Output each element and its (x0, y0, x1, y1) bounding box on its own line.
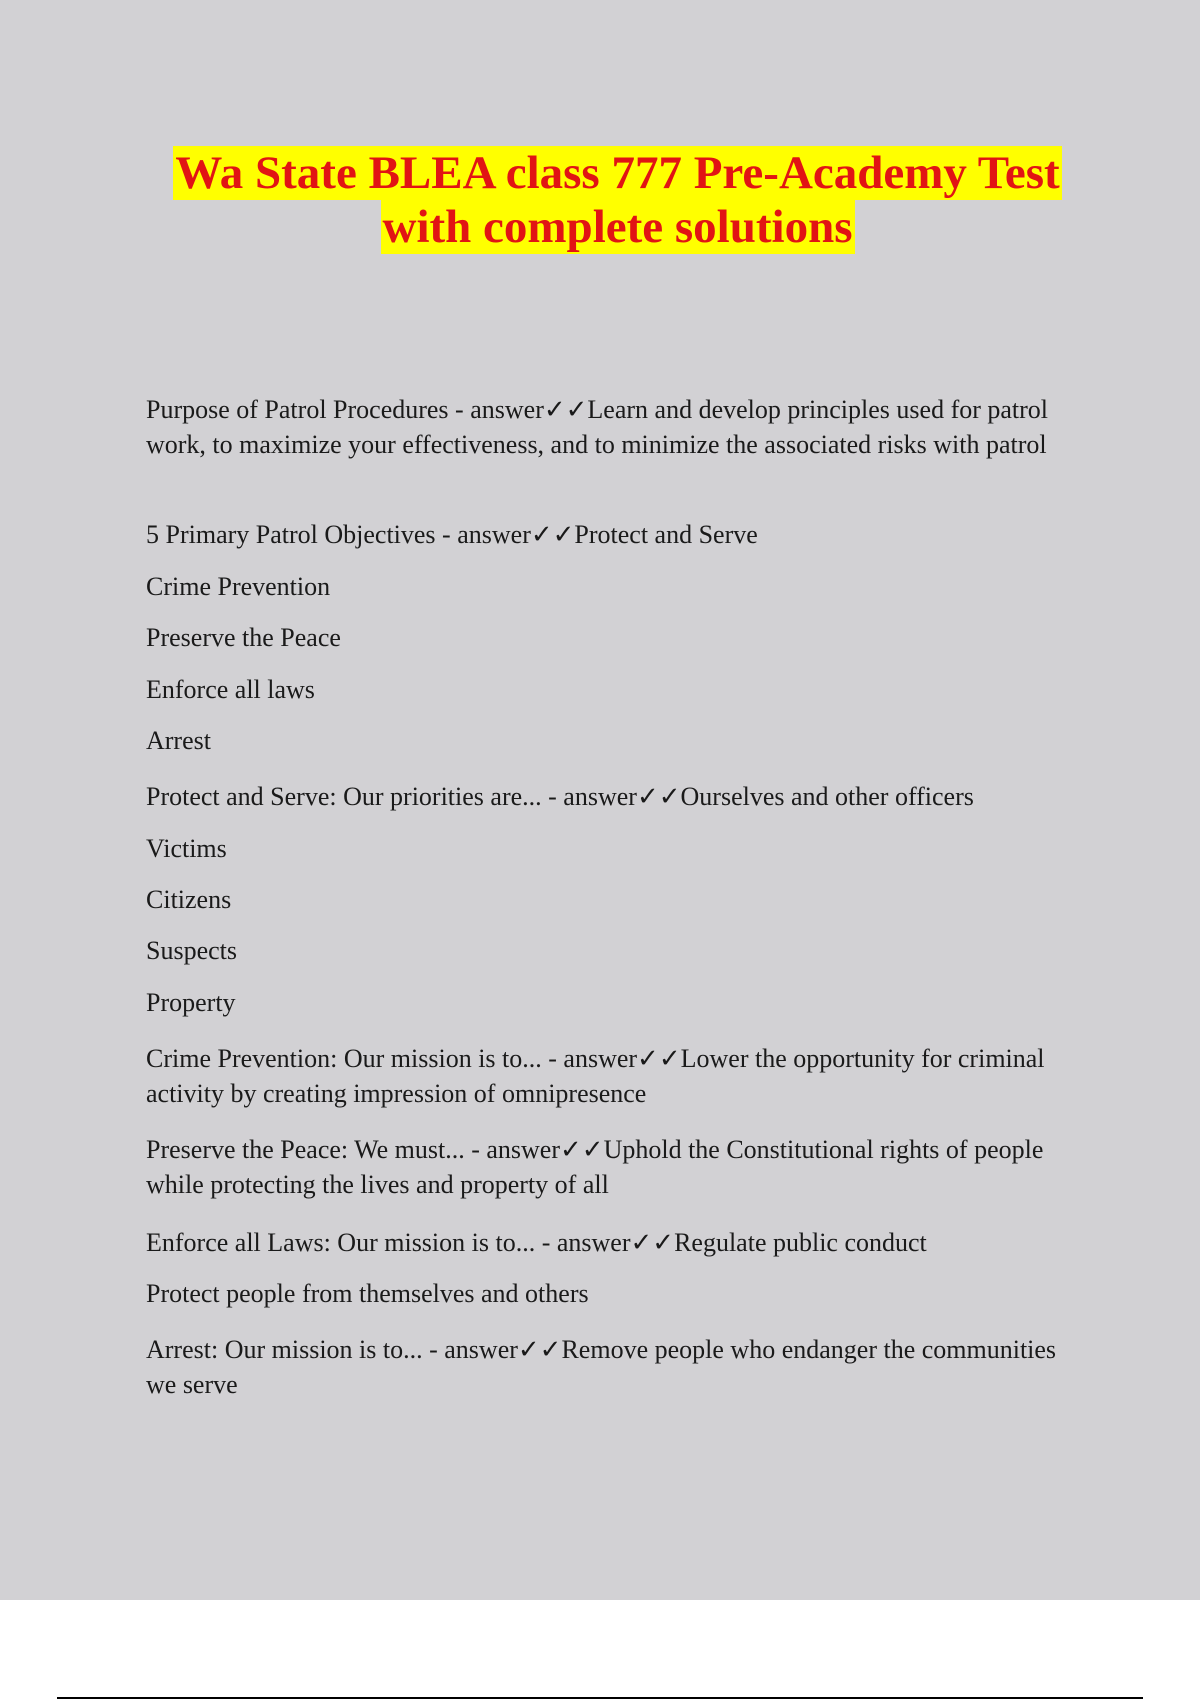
paragraph-crime-prevention-mission: Crime Prevention: Our mission is to... - answer✓✓Lower the opportunity for criminal activity by creating impression of omnipresence (146, 1044, 1045, 1108)
paragraph-patrol-objectives: 5 Primary Patrol Objectives - answer✓✓Protect and Serve (146, 520, 758, 549)
paragraph-suspects: Suspects (146, 936, 237, 965)
paragraph-purpose-of-patrol: Purpose of Patrol Procedures - answer✓✓Learn and develop principles used for patrol work, to maximize your effectiveness, and to minimize the associated risks with patrol (146, 395, 1049, 459)
paragraph-preserve-peace: Preserve the Peace (146, 623, 341, 652)
paragraph-citizens: Citizens (146, 885, 232, 914)
paragraph-arrest-mission: Arrest: Our mission is to... - answer✓✓Remove people who endanger the communities we serve (146, 1335, 1057, 1399)
paragraph-enforce-laws-mission: Enforce all Laws: Our mission is to... - answer✓✓Regulate public conduct (146, 1228, 927, 1257)
title-line-2: with complete solutions (382, 201, 853, 253)
footer-rule (57, 1697, 1143, 1699)
paragraph-protect-people: Protect people from themselves and others (146, 1279, 589, 1308)
paragraph-victims: Victims (146, 834, 227, 863)
paragraph-enforce-laws: Enforce all laws (146, 675, 315, 704)
document-title (0, 146, 1200, 254)
paragraph-protect-serve: Protect and Serve: Our priorities are... - answer✓✓Ourselves and other officers (146, 782, 974, 811)
paragraph-preserve-peace-mission: Preserve the Peace: We must... - answer✓✓Uphold the Constitutional rights of people while protecting the lives and property of all (146, 1135, 1044, 1199)
paragraph-arrest: Arrest (146, 726, 211, 755)
paragraph-property: Property (146, 988, 236, 1017)
paragraph-crime-prevention: Crime Prevention (146, 572, 331, 601)
title-line-1: Wa State BLEA class 777 Pre-Academy Test (175, 147, 1060, 199)
